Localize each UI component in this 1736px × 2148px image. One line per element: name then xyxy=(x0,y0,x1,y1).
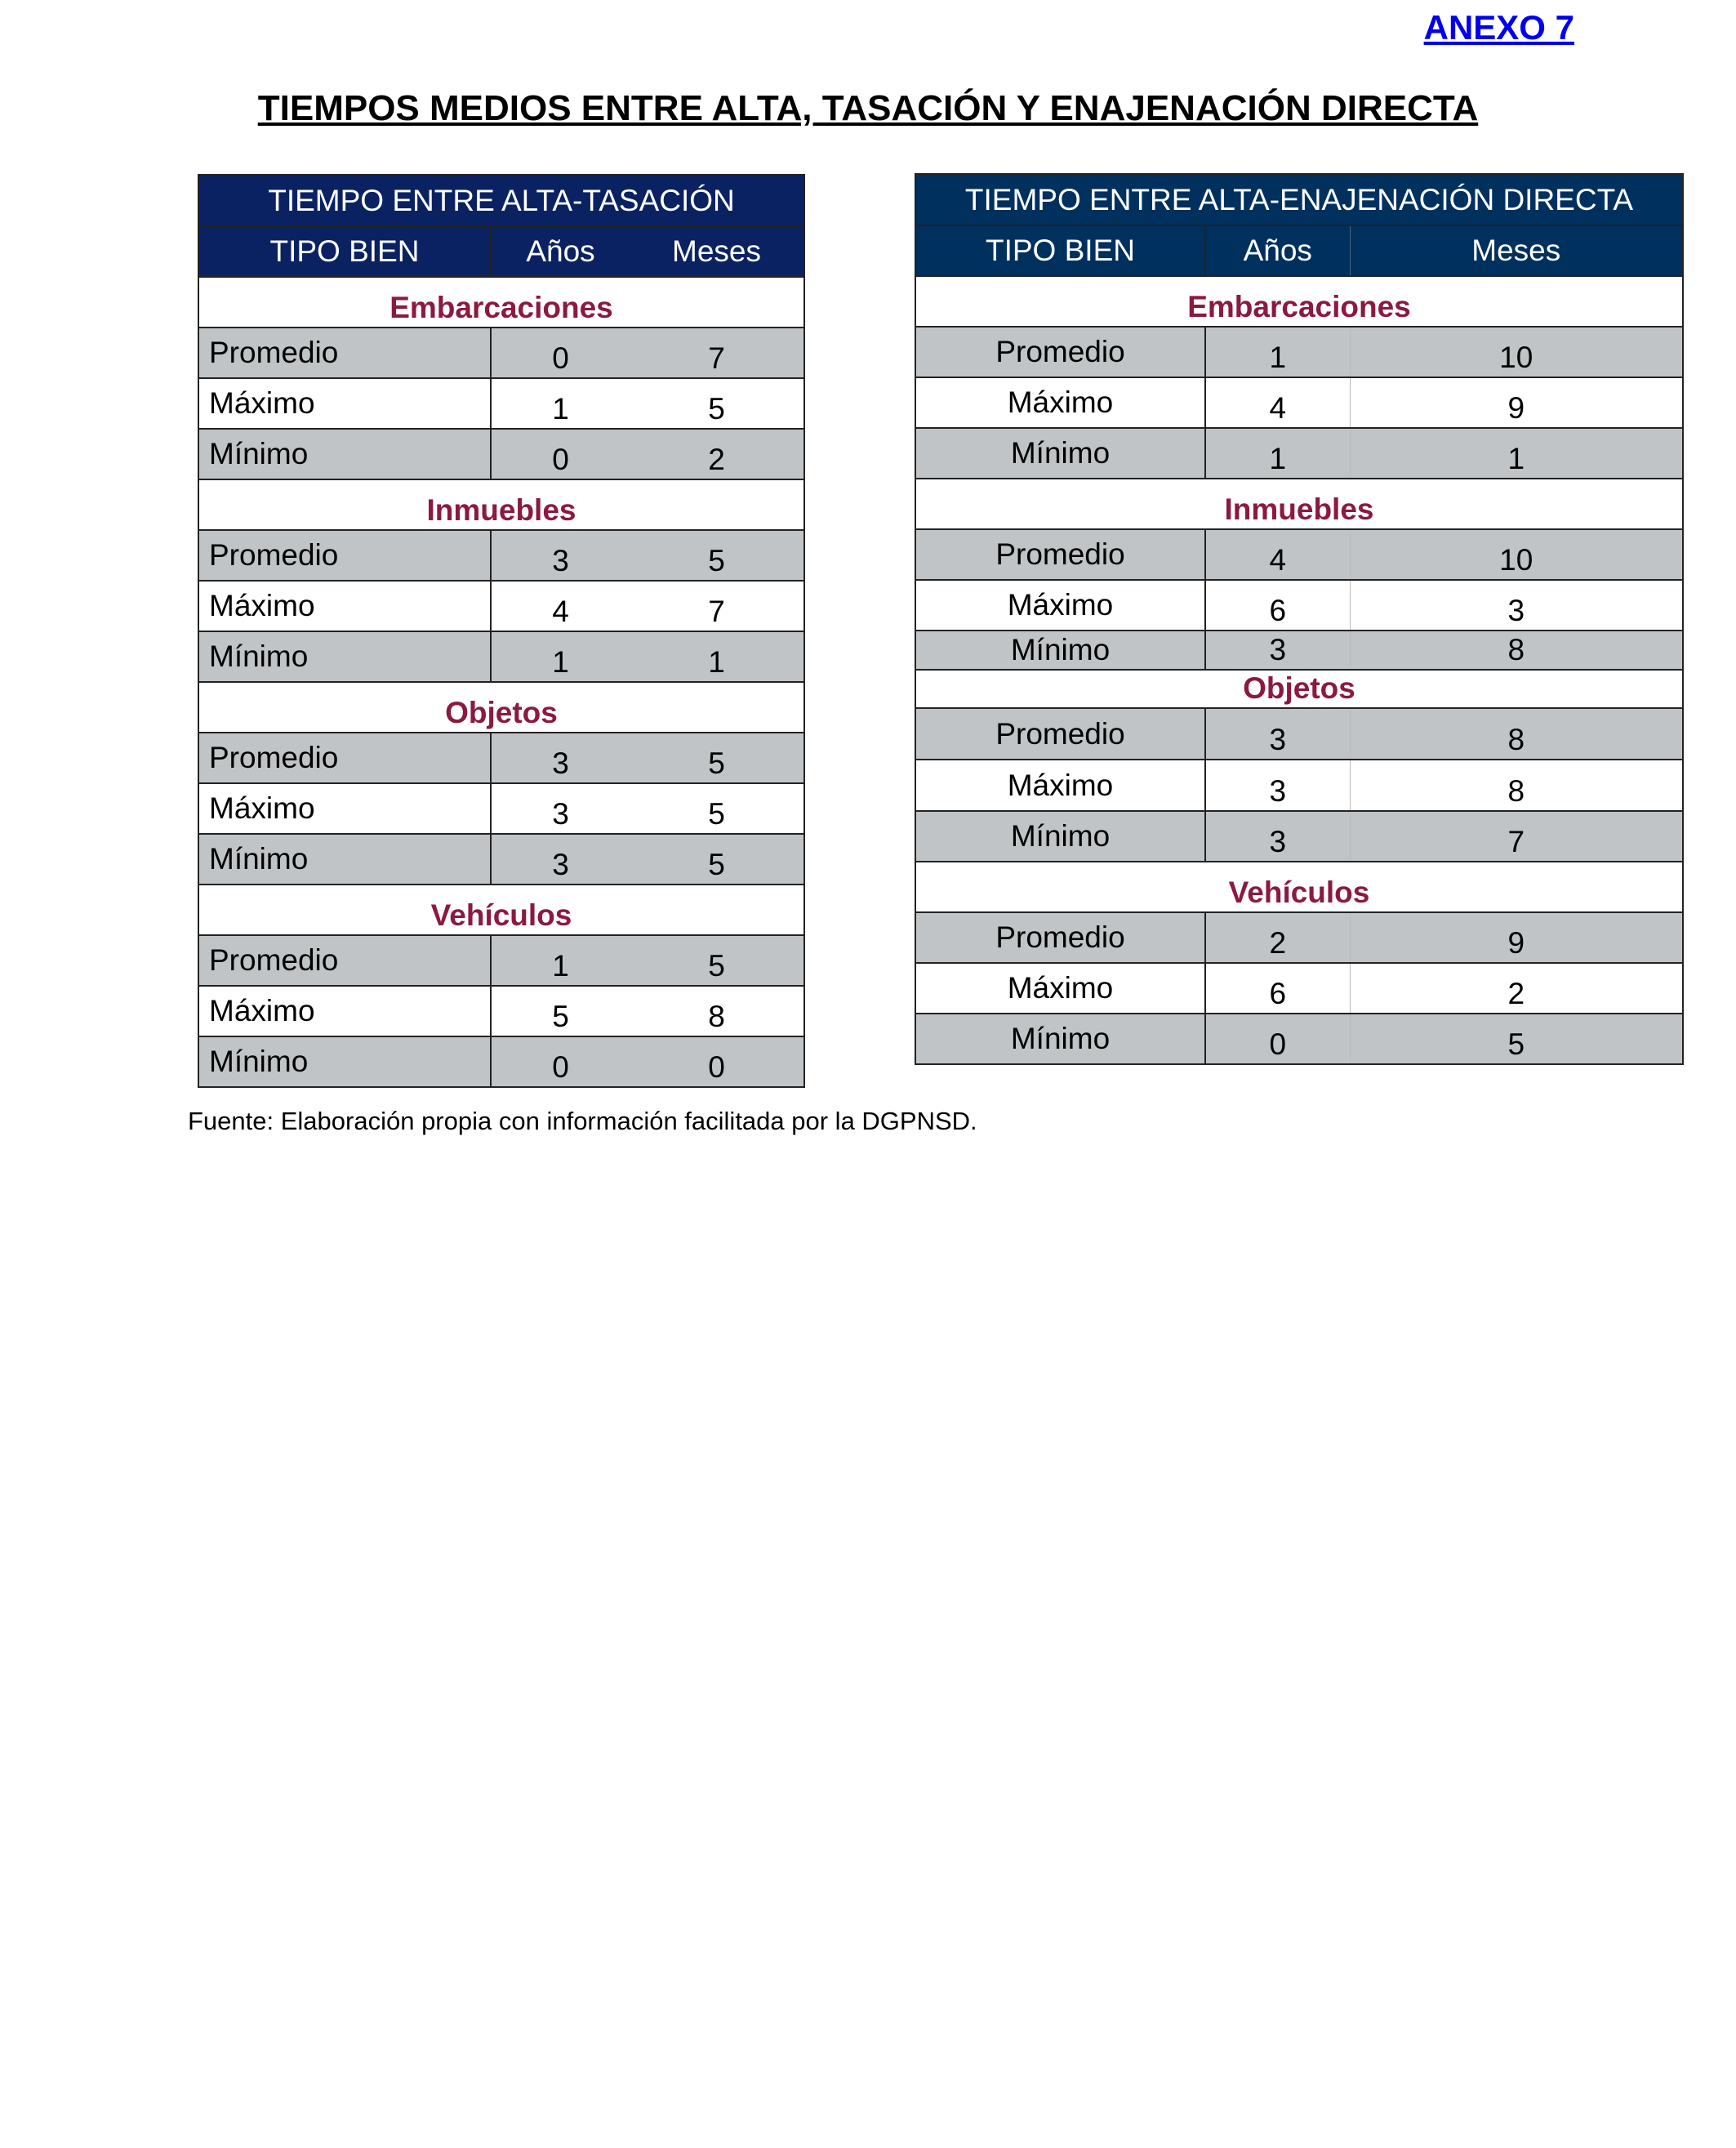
source-note: Fuente: Elaboración propia con información facilitada por la DGPNSD. xyxy=(188,1107,977,1135)
category-row xyxy=(198,479,804,530)
months-value: 0 xyxy=(630,1036,804,1087)
row-label: Mínimo xyxy=(198,429,491,479)
table-row xyxy=(198,530,804,581)
months-value: 9 xyxy=(1350,912,1683,963)
table-row xyxy=(198,733,804,783)
months-value: 5 xyxy=(630,783,804,834)
years-value: 1 xyxy=(491,631,630,682)
row-label: Mínimo xyxy=(198,834,491,885)
table-row xyxy=(915,760,1683,811)
row-label: Promedio xyxy=(915,327,1205,377)
category-row xyxy=(915,862,1683,912)
months-value: 5 xyxy=(630,530,804,581)
months-value: 10 xyxy=(1350,327,1683,377)
table-row xyxy=(915,1014,1683,1064)
page-title: TIEMPOS MEDIOS ENTRE ALTA, TASACIÓN Y ENAJENACIÓN DIRECTA xyxy=(257,88,1479,128)
table-row xyxy=(915,428,1683,479)
years-value: 3 xyxy=(1205,811,1350,862)
row-label: Máximo xyxy=(915,760,1205,811)
months-value: 10 xyxy=(1350,529,1683,580)
category-label: Vehículos xyxy=(915,862,1683,912)
row-label: Mínimo xyxy=(198,631,491,682)
years-value: 6 xyxy=(1205,580,1350,631)
years-value: 2 xyxy=(1205,912,1350,963)
table-row xyxy=(198,378,804,429)
years-value: 0 xyxy=(491,429,630,479)
category-label: Vehículos xyxy=(198,885,804,935)
years-value: 0 xyxy=(491,1036,630,1087)
table-row xyxy=(915,708,1683,760)
years-value: 3 xyxy=(1205,631,1350,670)
row-label: Promedio xyxy=(198,935,491,986)
months-value: 7 xyxy=(630,581,804,631)
row-label: Mínimo xyxy=(915,811,1205,862)
years-value: 1 xyxy=(1205,428,1350,479)
category-row xyxy=(198,682,804,733)
table-row xyxy=(198,783,804,834)
years-value: 1 xyxy=(1205,327,1350,377)
months-value: 8 xyxy=(1350,631,1683,670)
category-row xyxy=(915,276,1683,327)
row-label: Máximo xyxy=(198,378,491,429)
years-value: 3 xyxy=(491,733,630,783)
months-value: 5 xyxy=(1350,1014,1683,1064)
row-label: Máximo xyxy=(915,963,1205,1014)
column-header-anos: Años xyxy=(491,226,630,277)
years-value: 4 xyxy=(1205,529,1350,580)
table-row xyxy=(915,327,1683,377)
category-row xyxy=(915,670,1683,708)
table-row xyxy=(198,429,804,479)
category-label: Inmuebles xyxy=(198,479,804,530)
table-title: TIEMPO ENTRE ALTA-ENAJENACIÓN DIRECTA xyxy=(915,174,1683,225)
table-row xyxy=(198,581,804,631)
column-header-meses: Meses xyxy=(630,226,804,277)
years-value: 3 xyxy=(491,530,630,581)
months-value: 2 xyxy=(630,429,804,479)
months-value: 5 xyxy=(630,733,804,783)
row-label: Máximo xyxy=(198,783,491,834)
months-value: 8 xyxy=(1350,708,1683,760)
months-value: 9 xyxy=(1350,377,1683,428)
column-header-tipo-bien: TIPO BIEN xyxy=(915,225,1205,276)
table-title-row xyxy=(198,175,804,226)
years-value: 5 xyxy=(491,986,630,1036)
months-value: 2 xyxy=(1350,963,1683,1014)
category-label: Embarcaciones xyxy=(915,276,1683,327)
months-value: 5 xyxy=(630,834,804,885)
months-value: 8 xyxy=(1350,760,1683,811)
table-title: TIEMPO ENTRE ALTA-TASACIÓN xyxy=(198,175,804,226)
column-header-row xyxy=(915,225,1683,276)
years-value: 3 xyxy=(491,783,630,834)
row-label: Promedio xyxy=(198,328,491,378)
months-value: 5 xyxy=(630,935,804,986)
row-label: Máximo xyxy=(198,581,491,631)
column-header-meses: Meses xyxy=(1350,225,1683,276)
row-label: Promedio xyxy=(915,529,1205,580)
row-label: Máximo xyxy=(915,580,1205,631)
years-value: 4 xyxy=(1205,377,1350,428)
category-label: Embarcaciones xyxy=(198,277,804,328)
months-value: 7 xyxy=(1350,811,1683,862)
years-value: 4 xyxy=(491,581,630,631)
years-value: 3 xyxy=(1205,708,1350,760)
table-row xyxy=(915,631,1683,670)
category-label: Inmuebles xyxy=(915,479,1683,529)
row-label: Máximo xyxy=(198,986,491,1036)
table-row xyxy=(915,963,1683,1014)
row-label: Mínimo xyxy=(915,1014,1205,1064)
months-value: 7 xyxy=(630,328,804,378)
table-row xyxy=(198,935,804,986)
category-row xyxy=(198,885,804,935)
column-header-anos: Años xyxy=(1205,225,1350,276)
row-label: Promedio xyxy=(915,708,1205,760)
table-row xyxy=(198,328,804,378)
annex-link[interactable]: ANEXO 7 xyxy=(1423,8,1574,47)
category-row xyxy=(198,277,804,328)
table-row xyxy=(915,377,1683,428)
category-row xyxy=(915,479,1683,529)
months-value: 1 xyxy=(630,631,804,682)
months-value: 8 xyxy=(630,986,804,1036)
months-value: 3 xyxy=(1350,580,1683,631)
years-value: 1 xyxy=(491,378,630,429)
row-label: Promedio xyxy=(198,733,491,783)
table-row xyxy=(198,986,804,1036)
table-row xyxy=(915,912,1683,963)
table-row xyxy=(915,580,1683,631)
years-value: 1 xyxy=(491,935,630,986)
category-label: Objetos xyxy=(915,670,1683,708)
column-header-row xyxy=(198,226,804,277)
table-row xyxy=(915,811,1683,862)
row-label: Mínimo xyxy=(198,1036,491,1087)
table-row xyxy=(198,834,804,885)
years-value: 6 xyxy=(1205,963,1350,1014)
table-title-row xyxy=(915,174,1683,225)
months-value: 5 xyxy=(630,378,804,429)
table-row xyxy=(198,631,804,682)
years-value: 3 xyxy=(491,834,630,885)
row-label: Máximo xyxy=(915,377,1205,428)
table-alta-tasacion xyxy=(198,174,805,1088)
table-alta-enajenacion xyxy=(915,173,1684,1065)
category-label: Objetos xyxy=(198,682,804,733)
years-value: 3 xyxy=(1205,760,1350,811)
table-row xyxy=(915,529,1683,580)
row-label: Promedio xyxy=(915,912,1205,963)
years-value: 0 xyxy=(1205,1014,1350,1064)
row-label: Mínimo xyxy=(915,631,1205,670)
row-label: Mínimo xyxy=(915,428,1205,479)
months-value: 1 xyxy=(1350,428,1683,479)
column-header-tipo-bien: TIPO BIEN xyxy=(198,226,491,277)
row-label: Promedio xyxy=(198,530,491,581)
table-row xyxy=(198,1036,804,1087)
years-value: 0 xyxy=(491,328,630,378)
